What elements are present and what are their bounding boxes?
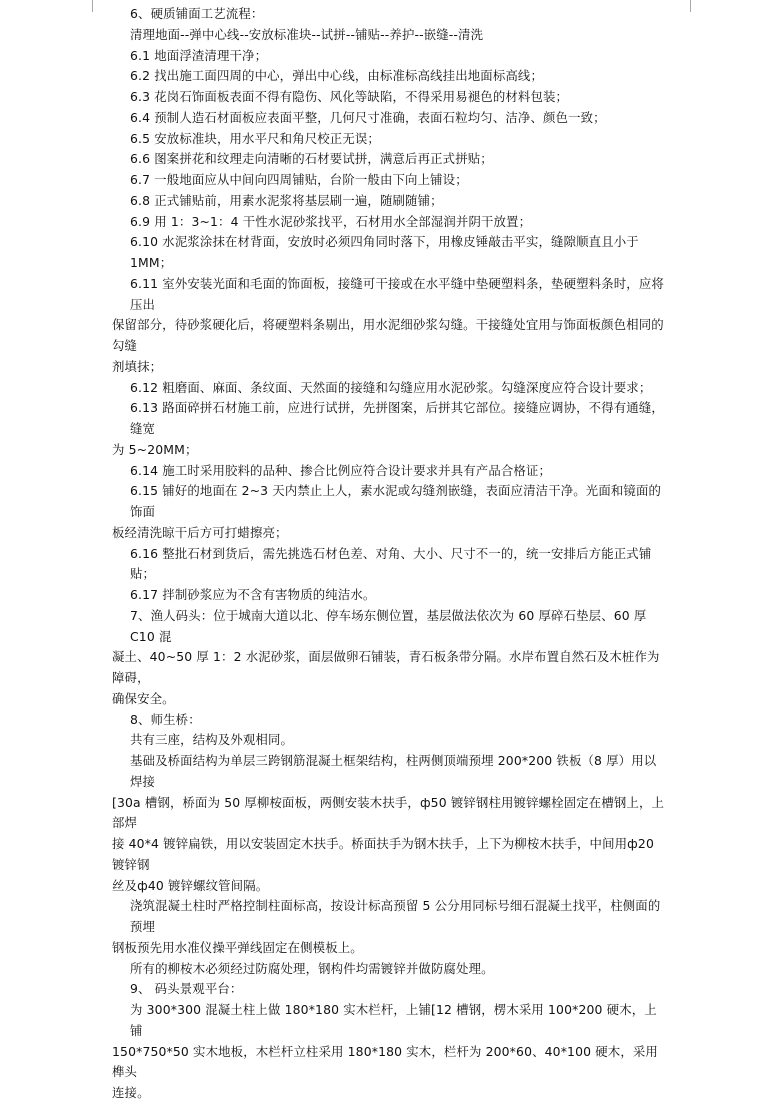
item-6-17: 6.17 拌制砂浆应为不含有害物质的纯洁水。 <box>130 587 376 602</box>
item-6-13-line2: 为 5~20MM； <box>112 441 198 457</box>
section-8-p1-line2: [30a 槽钢，桥面为 50 厚柳桉面板，两侧安装木扶手，ф50 镀锌钢柱用镀锌螺栓固定在槽钢上，上部焊 <box>112 794 665 831</box>
section-8-p1-line3: 接 40*4 镀锌扁铁，用以安装固定木扶手。桥面扶手为钢木扶手，上下为柳桉木扶手，中间用ф20 镀锌钢 <box>112 836 654 872</box>
item-6-10: 6.10 水泥浆涂抹在材背面，安放时必须四角同时落下，用橡皮锤敲击平实，缝隙顺直且小于 1MM； <box>130 234 639 270</box>
page-corner-mark-right <box>690 0 691 12</box>
section-7-line2: 凝土、40~50 厚 1：2 水泥砂浆，面层做卵石铺装，青石板条带分隔。水岸布置自然石及木桩作为障碍， <box>112 649 660 685</box>
item-6-13-line1: 6.13 路面碎拼石材施工前，应进行试拼，先拼图案，后拼其它部位。接缝应调协，不得有通缝，缝宽 <box>130 400 664 436</box>
item-6-11-line1: 6.11 室外安装光面和毛面的饰面板，接缝可干接或在水平缝中垫硬塑料条，垫硬塑料条时，应将压出 <box>130 275 664 312</box>
item-6-2: 6.2 找出施工面四周的中心，弹出中心线，由标准标高线挂出地面标高线； <box>130 68 544 84</box>
page-corner-mark-left <box>92 0 93 12</box>
item-6-15-line1: 6.15 铺好的地面在 2~3 天内禁止上人，素水泥或勾缝剂嵌缝，表面应清洁干净。光面和镜面的饰面 <box>130 483 662 519</box>
section-7-line3: 确保安全。 <box>112 690 175 706</box>
section-8-p2-line1: 浇筑混凝土柱时严格控制柱面标高，按设计标高预留 5 公分用同标号细石混凝土找平，柱侧面的预埋 <box>130 898 661 934</box>
item-6-3: 6.3 花岗石饰面板表面不得有隐伤、风化等缺陷，不得采用易褪色的材料包装； <box>130 89 569 104</box>
item-6-8: 6.8 正式铺贴前，用素水泥浆将基层刷一遍，随刷随铺； <box>130 192 443 208</box>
heading-6: 6、硬质铺面工艺流程： <box>130 6 264 21</box>
item-6-11-line3: 剂填抹； <box>112 358 163 374</box>
item-6-4: 6.4 预制人造石材面板应表面平整，几何尺寸准确，表面石粒均匀、洁净、颜色一致； <box>130 109 606 125</box>
section-9-line1: 为 300*300 混凝土柱上做 180*180 实木栏杆，上铺[12 槽钢，楞木采用 100*200 硬木，上铺 <box>130 1002 657 1038</box>
heading-8: 8、师生桥： <box>130 711 201 727</box>
item-6-12: 6.12 粗磨面、麻面、条纹面、天然面的接缝和勾缝应用水泥砂浆。勾缝深度应符合设计要求； <box>130 379 652 395</box>
item-6-6: 6.6 图案拼花和纹理走向清晰的石材要试拼，满意后再正式拼贴； <box>130 151 493 167</box>
heading-9: 9、 码头景观平台： <box>130 981 243 997</box>
item-6-15-line2: 板经清洗晾干后方可打蜡擦亮； <box>112 524 288 540</box>
section-8-p2-line2: 钢板预先用水准仪操平弹线固定在侧模板上。 <box>112 939 363 955</box>
section-9-line2: 150*750*50 实木地板，木栏杆立柱采用 180*180 实木，栏杆为 200*60、40*100 硬木，采用榫头 <box>112 1043 658 1080</box>
item-6-5: 6.5 安放标准块，用水平尺和角尺校正无误； <box>130 130 380 146</box>
item-6-11-line2: 保留部分，待砂浆硬化后，将硬塑料条剔出，用水泥细砂浆勾缝。干接缝处宜用与饰面板颜色相同的勾缝 <box>112 317 664 353</box>
section-8-p1-line1: 基础及桥面结构为单层三跨钢筋混凝土框架结构，柱两侧顶端预埋 200*200 铁板（8 厚）用以焊接 <box>130 753 657 789</box>
item-6-9: 6.9 用 1：3~1：4 干性水泥砂浆找平，石材用水全部湿润并阴干放置； <box>130 213 532 229</box>
item-6-1: 6.1 地面浮渣清理干净； <box>130 47 268 63</box>
item-6-7: 6.7 一般地面应从中间向四周铺贴，台阶一般由下向上铺设； <box>130 172 468 187</box>
document-page <box>112 4 667 1104</box>
item-6-14: 6.14 施工时采用胶料的品种、掺合比例应符合设计要求并具有产品合格证； <box>130 462 552 478</box>
flow-line: 清理地面--弹中心线--安放标准块--试拼--铺贴--养护--嵌缝--清洗 <box>130 26 484 42</box>
section-8-intro: 共有三座，结构及外观相同。 <box>130 732 294 748</box>
section-8-p1-line4: 丝及ф40 镀锌螺纹管间隔。 <box>112 877 269 893</box>
section-8-p3: 所有的柳桉木必须经过防腐处理，钢构件均需镀锌并做防腐处理。 <box>130 960 494 976</box>
item-6-16: 6.16 整批石材到货后，需先挑选石材色差、对角、大小、尺寸不一的，统一安排后方能正式铺贴； <box>130 545 652 582</box>
section-7-line1: 7、渔人码头：位于城南大道以北、停车场东侧位置，基层做法依次为 60 厚碎石垫层、60 厚 C10 混 <box>130 607 647 644</box>
section-9-line3: 连接。 <box>112 1085 150 1100</box>
